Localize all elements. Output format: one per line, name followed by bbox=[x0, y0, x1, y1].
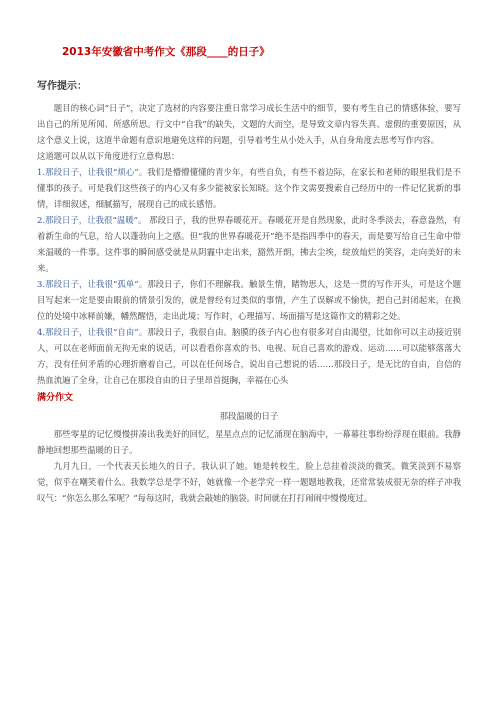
angle-item-2 bbox=[37, 212, 461, 276]
essay-paragraph-1: 那些零星的记忆慢慢拼凑出我美好的回忆，星星点点的记忆涌现在脑海中，一幕幕往事纷纷浮现在眼前。我静静地回想那些温暖的日子。 bbox=[37, 429, 461, 455]
intro-paragraph: 题目的核心词“日子”，决定了选材的内容要注重日常学习成长生活中的细节，要有考生自己的情感体验，要写出自己的所见所闻、所感所思。行文中“自我”的缺失，文题的大而空，是导致文章内容失真、虚假的重要原因，从这个意义上说，这道半命题有意识地避免这样的问题，引导着考生从小处入手，从自身角度去思考写作内容。 bbox=[37, 103, 461, 145]
angle-item-4-label: 4.那段日子，让我很“自由”。 bbox=[37, 327, 148, 337]
angle-item-4-text: 那段日子，我很自由。脑膜的孩子内心也有很多对自由渴望，比如你可以主动接近别人，可以在老师面前无拘无束的说话，可以看看你喜欢的书、电视、玩自己喜欢的游戏、运动……可以能够落落大方，没有任何矛盾的心理折磨着自己，可以在任何场合，说出自己想说的话……那段日子，是无比的自由，自信的热血流遍了全身，让自己在那段自由的日子里昂首挺胸，幸福在心头 bbox=[37, 327, 461, 385]
angle-item-4 bbox=[37, 324, 461, 388]
angle-item-2-text: 那段日子，我的世界春暖花开。春暖花开是自然现象，此时冬季淡去，春意盎然，有着新生命的气息，给人以蓬勃向上之感。但“我的世界春暖花开”绝不是指四季中的春天，而是要写给自己生命中带来温暖的一件事。这件事的瞬间感受就是从阴霾中走出来，豁然开朗，拂去尘埃，绽放灿烂的笑容，走向美好的未来。 bbox=[37, 215, 461, 273]
essay-paragraph-2: 九月九日，一个代表天长地久的日子，我认识了她。她是转校生，脸上总挂着淡淡的微笑。微笑淡到不易察觉，似乎在嘲笑着什么。我数学总是学不好，她就像一个老学究一样一题题地教我，还常常装成很无奈的样子冲我叹气：“你怎么那么笨呢？”每每这时，我就会敲她的脑袋。时间就在打打闹闹中慢慢度过。 bbox=[37, 461, 461, 503]
angle-item-2-label: 2.那段日子，让我很“温暖”。 bbox=[37, 215, 147, 225]
writing-hint-heading: 写作提示： bbox=[37, 81, 87, 92]
document-title: 2013年安徽省中考作文《那段____的日子》 bbox=[62, 46, 270, 58]
angles-intro: 这道题可以从以下角度进行立意构思： bbox=[37, 151, 180, 161]
essay-title: 那段温暖的日子 bbox=[219, 411, 279, 421]
section-label: 满分作文 bbox=[37, 393, 74, 403]
angle-item-1-label: 1.那段日子，让我很“烦心”。 bbox=[37, 167, 148, 177]
angle-item-1 bbox=[37, 164, 461, 212]
document-body bbox=[37, 100, 461, 506]
angle-item-3-label: 3.那段日子，让我很“孤单”。 bbox=[37, 279, 148, 289]
angle-item-3-text: 那段日子，你们不理解我。触景生情，睹物思人，这是一贯的写作开头，可是这个题目写起来一定是要由眼前的情景引发的，就是曾经有过类似的事情，产生了误解或不愉快，把自己封闭起来，在换位的处境中冰释前嫌，幡然醒悟，走出此境；写作时，心理描写、场面描写是这篇作文的精彩之处。 bbox=[37, 279, 461, 321]
angle-item-1-text: 我们是懵懵懂懂的青少年，有些自负，有些不着边际，在家长和老师的眼里我们是不懂事的孩子。可是我们这些孩子的内心又有多少能被家长知晓。这个作文需要搜索自己经历中的一件记忆犹新的事情，详细叙述，细腻描写，展现自己的成长感悟。 bbox=[37, 167, 461, 209]
angle-item-3 bbox=[37, 276, 461, 324]
